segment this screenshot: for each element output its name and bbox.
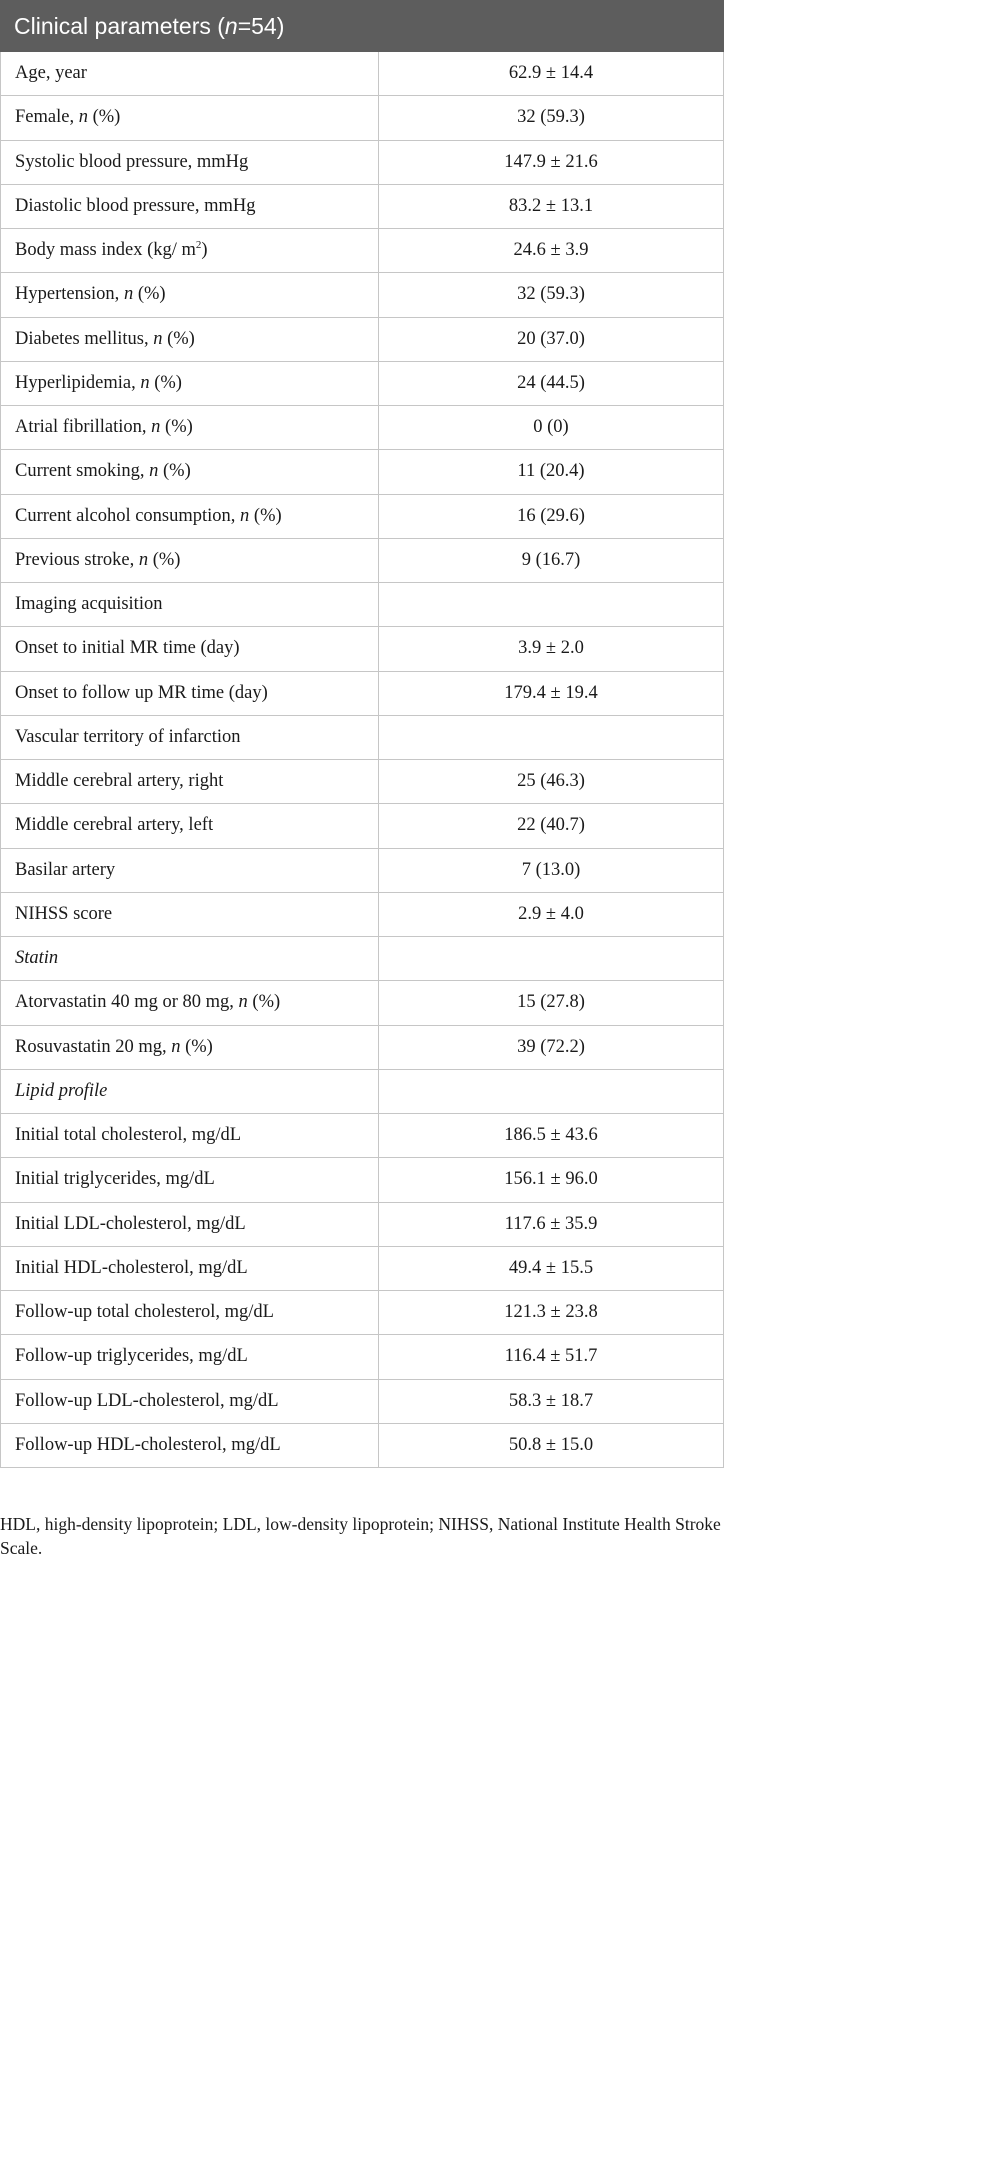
row-label-n-variable: n bbox=[138, 549, 149, 570]
row-label-text: Initial HDL-cholesterol, mg/dL bbox=[15, 1257, 248, 1278]
row-label-text: Current alcohol consumption, bbox=[15, 505, 241, 526]
table-row bbox=[1, 893, 723, 937]
row-label-superscript: 2 bbox=[195, 238, 202, 251]
row-label-text: Previous stroke, bbox=[15, 549, 139, 570]
row-label-suffix: (%) bbox=[87, 107, 121, 128]
row-value: 39 (72.2) bbox=[517, 1036, 585, 1057]
row-label bbox=[1, 1203, 379, 1246]
row-label bbox=[1, 1026, 379, 1069]
row-label bbox=[1, 273, 379, 316]
header-n-variable: n bbox=[224, 13, 238, 39]
row-value: 16 (29.6) bbox=[517, 505, 585, 526]
table-row bbox=[1, 362, 723, 406]
table-row bbox=[1, 1026, 723, 1070]
table-row bbox=[1, 804, 723, 848]
row-value: 32 (59.3) bbox=[517, 284, 585, 305]
row-label bbox=[1, 760, 379, 803]
row-label-text: Atrial fibrillation, bbox=[15, 417, 152, 438]
row-label-suffix: (%) bbox=[162, 328, 195, 349]
row-label-n-variable: n bbox=[140, 372, 150, 393]
row-label bbox=[1, 937, 379, 980]
row-label bbox=[1, 672, 379, 715]
row-value: 15 (27.8) bbox=[517, 992, 585, 1013]
row-label-text: Current smoking, bbox=[15, 461, 150, 482]
section-label-text: Statin bbox=[15, 948, 59, 969]
table-row bbox=[1, 1114, 723, 1158]
table-row bbox=[1, 1247, 723, 1291]
table-row bbox=[1, 52, 723, 96]
row-label-suffix: (%) bbox=[160, 417, 193, 438]
row-value: 7 (13.0) bbox=[521, 859, 581, 880]
row-value: 49.4 ± 15.5 bbox=[508, 1257, 594, 1278]
row-value: 62.9 ± 14.4 bbox=[508, 63, 594, 84]
row-label bbox=[1, 981, 379, 1024]
row-value: 156.1 ± 96.0 bbox=[504, 1169, 598, 1190]
row-label-text: Onset to follow up MR time (day) bbox=[15, 682, 268, 703]
row-label bbox=[1, 1158, 379, 1201]
row-label bbox=[1, 716, 379, 759]
row-label-suffix: (%) bbox=[133, 284, 166, 305]
table-row bbox=[1, 981, 723, 1025]
row-label bbox=[1, 450, 379, 493]
table-body bbox=[0, 52, 724, 1468]
row-label bbox=[1, 1424, 379, 1467]
row-label bbox=[1, 141, 379, 184]
section-label-text: Lipid profile bbox=[15, 1080, 108, 1101]
row-value: 32 (59.3) bbox=[517, 107, 585, 128]
table-row bbox=[1, 1291, 723, 1335]
table-row bbox=[1, 672, 723, 716]
row-label-suffix: (%) bbox=[180, 1036, 213, 1057]
row-label-n-variable: n bbox=[78, 107, 88, 128]
table-row bbox=[1, 185, 723, 229]
row-label-text: Atorvastatin 40 mg or 80 mg, bbox=[15, 992, 239, 1013]
header-prefix: Clinical parameters ( bbox=[14, 13, 225, 39]
table-row bbox=[1, 539, 723, 583]
row-value: 11 (20.4) bbox=[517, 461, 585, 482]
row-value: 9 (16.7) bbox=[521, 549, 581, 570]
row-label bbox=[1, 627, 379, 670]
row-label-suffix: (%) bbox=[148, 549, 181, 570]
row-label-text: Follow-up HDL-cholesterol, mg/dL bbox=[15, 1434, 281, 1455]
row-label-text: Follow-up LDL-cholesterol, mg/dL bbox=[15, 1390, 279, 1411]
row-label-text: Follow-up total cholesterol, mg/dL bbox=[15, 1302, 274, 1323]
table-row bbox=[1, 406, 723, 450]
row-label-text: Middle cerebral artery, right bbox=[15, 771, 224, 792]
table-row bbox=[1, 96, 723, 140]
table-row bbox=[1, 1424, 723, 1468]
header-suffix: =54) bbox=[237, 13, 285, 39]
row-value: 116.4 ± 51.7 bbox=[504, 1346, 598, 1367]
row-label-suffix: (%) bbox=[158, 461, 191, 482]
row-label bbox=[1, 849, 379, 892]
row-label bbox=[1, 495, 379, 538]
row-label bbox=[1, 804, 379, 847]
row-label bbox=[1, 318, 379, 361]
row-label-n-variable: n bbox=[151, 417, 161, 438]
row-label bbox=[1, 1247, 379, 1290]
row-value: 20 (37.0) bbox=[517, 328, 585, 349]
row-value: 25 (46.3) bbox=[517, 771, 585, 792]
row-value: 24 (44.5) bbox=[517, 372, 585, 393]
row-label-text: Hyperlipidemia, bbox=[15, 372, 141, 393]
row-label bbox=[1, 539, 379, 582]
row-value: 117.6 ± 35.9 bbox=[504, 1213, 598, 1234]
table-row bbox=[1, 318, 723, 362]
clinical-parameters-table bbox=[0, 0, 724, 1468]
row-label-n-variable: n bbox=[238, 992, 248, 1013]
row-value bbox=[379, 937, 723, 980]
row-label-text: Basilar artery bbox=[15, 859, 116, 880]
row-label-text: Diabetes mellitus, bbox=[15, 328, 154, 349]
row-label-text: Systolic blood pressure, mmHg bbox=[15, 151, 249, 172]
table-footnote: HDL, high-density lipoprotein; LDL, low-density lipoprotein; NIHSS, National Institute Health Stroke Scale. bbox=[0, 1514, 721, 1558]
row-label-text: Initial LDL-cholesterol, mg/dL bbox=[15, 1213, 246, 1234]
table-row bbox=[1, 495, 723, 539]
row-value: 83.2 ± 13.1 bbox=[508, 195, 594, 216]
row-label-text: Imaging acquisition bbox=[15, 594, 163, 615]
table-row bbox=[1, 760, 723, 804]
row-label bbox=[1, 229, 379, 272]
row-label-text: Initial triglycerides, mg/dL bbox=[15, 1169, 215, 1190]
row-label-suffix: ) bbox=[201, 240, 208, 261]
table-row bbox=[1, 627, 723, 671]
row-label bbox=[1, 893, 379, 936]
table-row bbox=[1, 1335, 723, 1379]
row-label-text: Body mass index (kg/ m bbox=[15, 240, 196, 261]
row-label bbox=[1, 1380, 379, 1423]
row-label-text: Onset to initial MR time (day) bbox=[15, 638, 240, 659]
row-label-n-variable: n bbox=[240, 505, 250, 526]
row-label-n-variable: n bbox=[171, 1036, 181, 1057]
row-label-text: Follow-up triglycerides, mg/dL bbox=[15, 1346, 248, 1367]
row-label bbox=[1, 362, 379, 405]
row-value: 24.6 ± 3.9 bbox=[513, 240, 589, 261]
row-label-text: Middle cerebral artery, left bbox=[15, 815, 214, 836]
row-value bbox=[379, 583, 723, 626]
row-label-text: Diastolic blood pressure, mmHg bbox=[15, 195, 256, 216]
row-label-text: Age, year bbox=[15, 63, 87, 84]
row-label-n-variable: n bbox=[123, 284, 134, 305]
row-label-text: Initial total cholesterol, mg/dL bbox=[15, 1125, 242, 1146]
table-row bbox=[1, 1203, 723, 1247]
row-label bbox=[1, 185, 379, 228]
row-value: 121.3 ± 23.8 bbox=[504, 1302, 598, 1323]
row-label bbox=[1, 96, 379, 139]
row-value: 50.8 ± 15.0 bbox=[508, 1434, 594, 1455]
row-value: 58.3 ± 18.7 bbox=[508, 1390, 594, 1411]
table-row bbox=[1, 1158, 723, 1202]
row-value: 147.9 ± 21.6 bbox=[504, 151, 598, 172]
row-label bbox=[1, 1114, 379, 1157]
row-value: 22 (40.7) bbox=[517, 815, 585, 836]
row-value: 0 (0) bbox=[533, 417, 569, 438]
row-label-text: Female, bbox=[15, 107, 79, 128]
row-label-text: NIHSS score bbox=[15, 903, 113, 924]
row-label bbox=[1, 583, 379, 626]
table-row bbox=[1, 583, 723, 627]
row-label bbox=[1, 1335, 379, 1378]
row-label-suffix: (%) bbox=[149, 372, 182, 393]
table-row bbox=[1, 450, 723, 494]
table-row bbox=[1, 141, 723, 185]
table-row bbox=[1, 937, 723, 981]
row-label-text: Hypertension, bbox=[15, 284, 124, 305]
row-label bbox=[1, 1291, 379, 1334]
table-header bbox=[0, 0, 724, 52]
table-row bbox=[1, 716, 723, 760]
table-row bbox=[1, 273, 723, 317]
table-row bbox=[1, 1070, 723, 1114]
table-row bbox=[1, 1380, 723, 1424]
row-label bbox=[1, 406, 379, 449]
table-row bbox=[1, 849, 723, 893]
row-label bbox=[1, 1070, 379, 1113]
row-value bbox=[379, 716, 723, 759]
row-value bbox=[379, 1070, 723, 1113]
row-label-suffix: (%) bbox=[247, 992, 281, 1013]
row-value: 2.9 ± 4.0 bbox=[518, 903, 584, 924]
row-value: 186.5 ± 43.6 bbox=[504, 1125, 598, 1146]
row-label-n-variable: n bbox=[153, 328, 163, 349]
row-label bbox=[1, 52, 379, 95]
row-value: 179.4 ± 19.4 bbox=[504, 682, 598, 703]
table-row bbox=[1, 229, 723, 273]
row-label-text: Vascular territory of infarction bbox=[15, 726, 241, 747]
row-label-suffix: (%) bbox=[249, 505, 282, 526]
row-label-n-variable: n bbox=[149, 461, 159, 482]
row-label-text: Rosuvastatin 20 mg, bbox=[15, 1036, 172, 1057]
row-value: 3.9 ± 2.0 bbox=[518, 638, 584, 659]
